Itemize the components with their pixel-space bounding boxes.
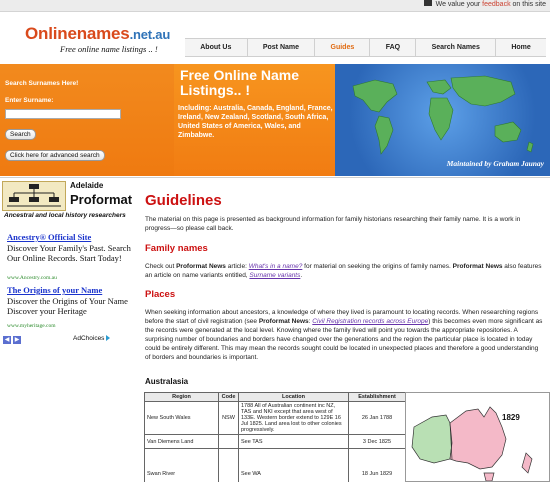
cell-establishment: 18 Jun 1829 <box>349 449 406 482</box>
world-map-image <box>335 64 550 176</box>
ad-origins-text: Discover the Origins of Your Name Discover your Heritage <box>7 296 128 316</box>
intro-paragraph: The material on this page is presented as background information for family historians researching their family name. It is a work in progress—so please call back. <box>145 216 521 232</box>
banner-subtitle: Including: Australia, Canada, England, France, Ireland, New Zealand, Scotland, South Africa, United States of America, Wales, and Zimbabwe. <box>178 105 333 139</box>
proformat-family-tree-logo[interactable] <box>2 181 66 211</box>
ad-prev-arrow-icon[interactable]: ◀ <box>4 337 10 343</box>
cell-location: See WA <box>239 449 349 482</box>
header-divider <box>0 177 550 178</box>
cell-location: 1788 All of Australian continent inc NZ, TAS and NKI except that area west of 133E. Western border extend to 129E 16 Jul 1825. Land area lost to other colonies progressively. <box>239 402 349 435</box>
adchoices-link[interactable] <box>73 335 110 342</box>
places-heading: Places <box>145 289 176 300</box>
ad-origins-link[interactable]: The Origins of your Name <box>7 285 103 295</box>
logo-main-text: Onlinenames <box>25 24 130 43</box>
pl-text-2: : <box>308 318 313 325</box>
top-bar <box>0 0 550 12</box>
cell-region: New South Wales <box>145 402 219 435</box>
feedback-link[interactable]: feedback <box>482 1 511 8</box>
pl-text-1: When seeking information about ancestors, a knowledge of where they lived is paramount to locating records. When researching regions before the start of civil registration (see <box>145 309 539 325</box>
cell-code <box>219 449 239 482</box>
maintained-by-credit: Maintained by Graham Jaunay <box>446 159 544 168</box>
feedback-suffix: on this site <box>510 1 546 8</box>
table-header-row <box>145 393 406 402</box>
nav-home[interactable]: Home <box>495 39 546 56</box>
ad-ancestry-link[interactable]: Ancestry® Official Site <box>7 232 92 242</box>
fn-bold-1: Proformat News <box>176 263 226 270</box>
page-title: Guidelines <box>145 192 222 209</box>
fn-text-5: . <box>300 272 303 279</box>
nav-guides[interactable]: Guides <box>314 39 369 56</box>
fn-text-3: for material on seeking the origins of family names. <box>302 263 453 270</box>
family-names-heading: Family names <box>145 243 208 254</box>
map-year-label: 1829 <box>502 413 520 422</box>
feedback-notice <box>424 1 546 8</box>
whats-in-a-name-link[interactable]: What's in a name? <box>248 263 303 270</box>
family-tree-icon <box>3 182 65 210</box>
col-establishment: Establishment <box>349 393 406 402</box>
main-nav <box>185 38 546 57</box>
australia-1829-map <box>405 392 550 482</box>
advanced-search-button[interactable]: Click here for advanced search <box>5 150 105 161</box>
cell-code <box>219 435 239 449</box>
surname-variants-link[interactable]: Surname variants <box>249 272 301 279</box>
cell-region: Van Diemens Land <box>145 435 219 449</box>
places-paragraph <box>145 308 545 362</box>
cell-establishment: 3 Dec 1825 <box>349 435 406 449</box>
civil-registration-link[interactable]: Civil Registration records across Europe <box>312 318 429 325</box>
fn-text-4: also features an article on name variants entitled, <box>145 263 542 279</box>
pl-text-3: ) this becomes even more significant as the records were generated at the local level. Knowing where the family lived will point you towards the appropriate repositories. A surprising number of boundaries and borders have changed over the generations and the region the particular place is located in today could be entirely different. This may mean the records sought could be located in unexpected places and therefore a good understanding of borders and boundaries is important. <box>145 318 543 361</box>
cell-region: Swan River <box>145 449 219 482</box>
table-row <box>145 435 406 449</box>
mail-icon <box>424 0 432 6</box>
adchoices-icon <box>106 335 110 341</box>
family-names-paragraph <box>145 262 545 280</box>
surname-input[interactable] <box>5 109 121 119</box>
table-row <box>145 449 406 482</box>
ad-ancestry-text: Discover Your Family's Past. Search Our Online Records. Start Today! <box>7 243 131 263</box>
nav-search-names[interactable]: Search Names <box>415 39 495 56</box>
nav-about-us[interactable]: About Us <box>200 44 232 51</box>
adchoices-label: AdChoices <box>73 335 105 342</box>
pl-bold-1: Proformat News <box>258 318 309 325</box>
search-button[interactable]: Search <box>5 129 36 140</box>
proformat-place: Adelaide <box>70 181 104 190</box>
feedback-prefix: We value your <box>435 1 483 8</box>
fn-text-1: Check out <box>145 263 177 270</box>
nav-faq[interactable]: FAQ <box>369 39 415 56</box>
nav-post-name[interactable]: Post Name <box>247 39 315 56</box>
banner-title: Free Online Name Listings.. ! <box>180 67 300 98</box>
cell-location: See TAS <box>239 435 349 449</box>
surname-search-panel <box>0 64 174 176</box>
australasia-heading: Australasia <box>145 377 189 386</box>
col-region: Region <box>145 393 219 402</box>
proformat-strapline: Ancestral and local history researchers <box>4 212 126 219</box>
hero-banner <box>174 64 550 176</box>
ad-origins-url[interactable]: www.myheritage.com <box>7 323 56 329</box>
col-code: Code <box>219 393 239 402</box>
logo-suffix-text: .net.au <box>129 27 171 42</box>
site-tagline: Free online name listings .. ! <box>60 44 158 54</box>
search-heading: Search Surnames Here! <box>5 80 79 87</box>
fn-bold-2: Proformat News <box>452 263 503 270</box>
ad-ancestry-url[interactable]: www.Ancestry.com.au <box>7 275 57 281</box>
proformat-name: Proformat <box>70 192 133 207</box>
table-row <box>145 402 406 435</box>
site-logo[interactable] <box>25 24 170 44</box>
australia-map-graphic <box>406 393 550 482</box>
cell-code: NSW <box>219 402 239 435</box>
australasia-table <box>144 392 406 482</box>
cell-establishment: 26 Jan 1788 <box>349 402 406 435</box>
fn-text-2: article: <box>225 263 249 270</box>
col-location: Location <box>239 393 349 402</box>
surname-label: Enter Surname: <box>5 97 54 104</box>
ad-next-arrow-icon[interactable]: ▶ <box>14 337 20 343</box>
